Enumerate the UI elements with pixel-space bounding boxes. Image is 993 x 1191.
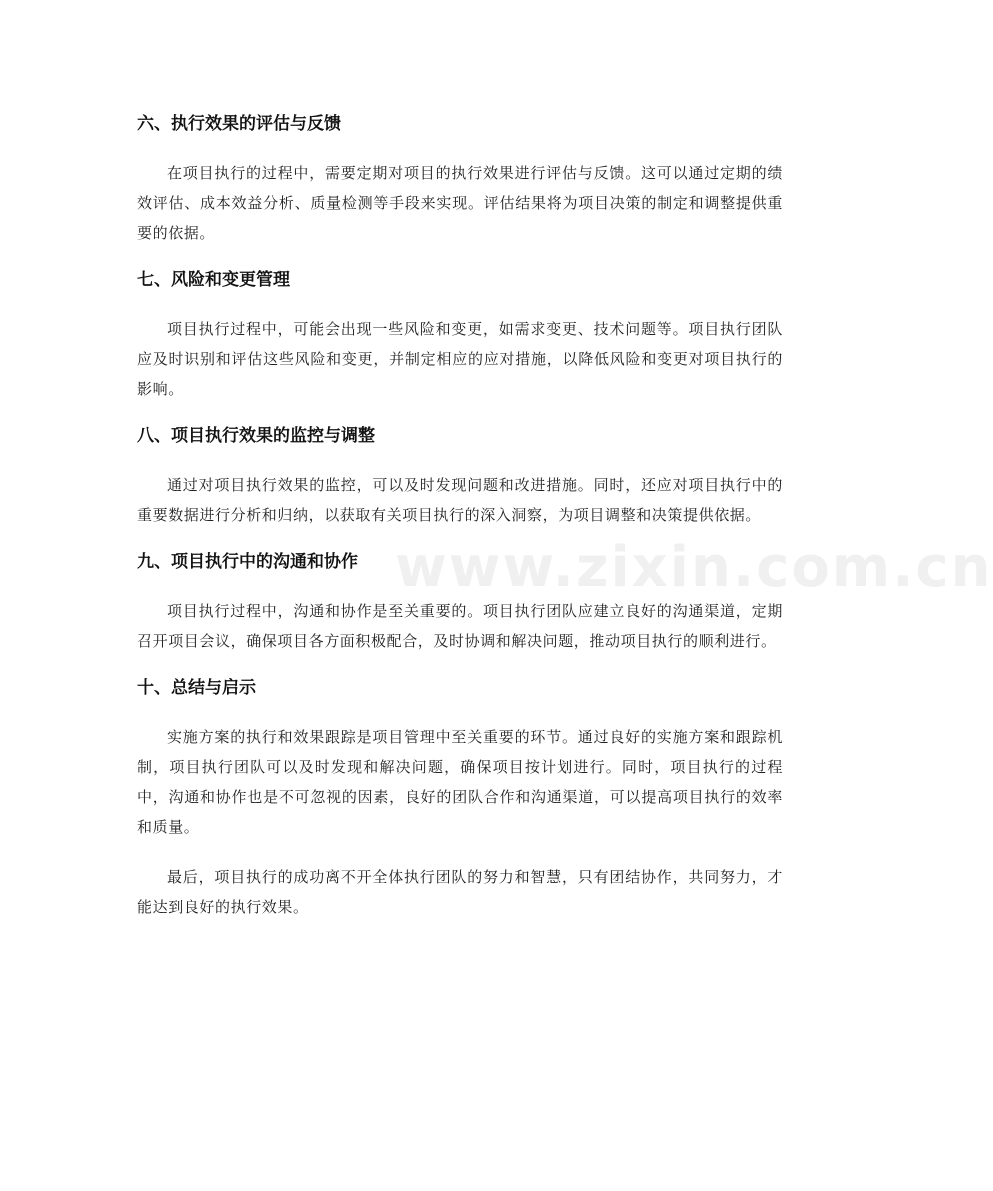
- section-heading: 十、总结与启示: [137, 678, 256, 698]
- section-7: [137, 268, 783, 404]
- section-heading: 六、执行效果的评估与反馈: [137, 114, 341, 134]
- section-paragraph: 项目执行过程中，可能会出现一些风险和变更，如需求变更、技术问题等。项目执行团队应及时识别和评估这些风险和变更，并制定相应的应对措施，以降低风险和变更对项目执行的影响。: [137, 320, 783, 398]
- section-paragraph: 在项目执行的过程中，需要定期对项目的执行效果进行评估与反馈。这可以通过定期的绩效评估、成本效益分析、质量检测等手段来实现。评估结果将为项目决策的制定和调整提供重要的依据。: [137, 164, 783, 242]
- section-paragraph: 实施方案的执行和效果跟踪是项目管理中至关重要的环节。通过良好的实施方案和跟踪机制，项目执行团队可以及时发现和解决问题，确保项目按计划进行。同时，项目执行的过程中，沟通和协作也是不可忽视的因素，良好的团队合作和沟通渠道，可以提高项目执行的效率和质量。: [137, 728, 783, 836]
- section-heading: 八、项目执行效果的监控与调整: [137, 426, 375, 446]
- section-10: [137, 676, 783, 922]
- section-paragraph: 通过对项目执行效果的监控，可以及时发现问题和改进措施。同时，还应对项目执行中的重要数据进行分析和归纳，以获取有关项目执行的深入洞察，为项目调整和决策提供依据。: [137, 476, 783, 524]
- section-heading: 九、项目执行中的沟通和协作: [137, 552, 358, 572]
- section-8: [137, 424, 783, 530]
- section-heading: 七、风险和变更管理: [137, 270, 290, 290]
- section-paragraph: 项目执行过程中，沟通和协作是至关重要的。项目执行团队应建立良好的沟通渠道，定期召开项目会议，确保项目各方面积极配合，及时协调和解决问题，推动项目执行的顺利进行。: [137, 602, 783, 650]
- section-paragraph: 最后，项目执行的成功离不开全体执行团队的努力和智慧，只有团结协作，共同努力，才能达到良好的执行效果。: [137, 868, 783, 916]
- watermark: www.zixin.com.cn: [395, 535, 993, 600]
- section-9: [137, 550, 783, 656]
- section-6: [137, 112, 783, 248]
